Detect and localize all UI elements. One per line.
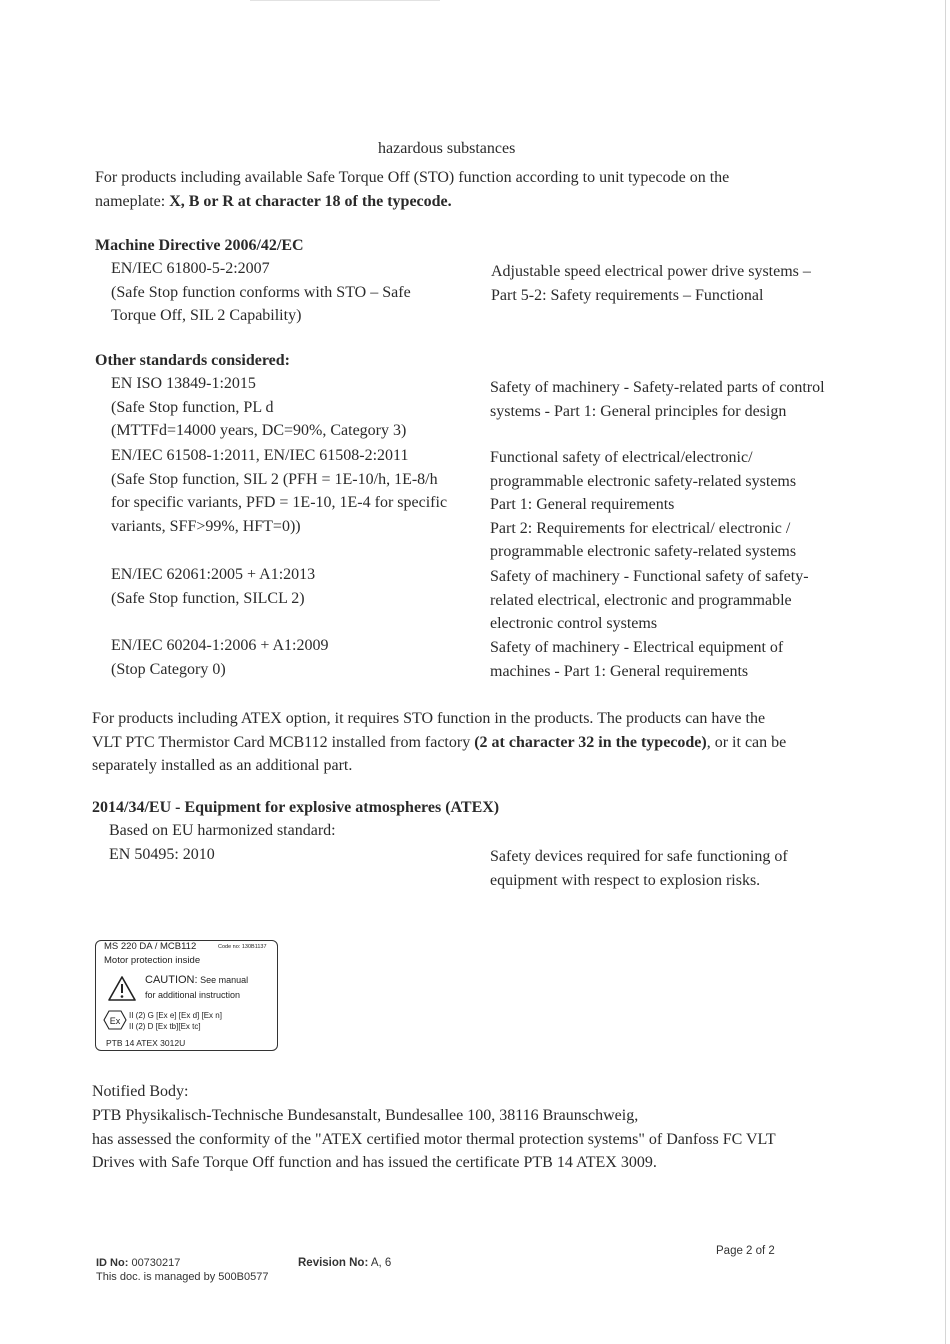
std-iec60204-left: EN/IEC 60204-1:2006 + A1:2009 (Stop Category 0) — [111, 637, 329, 678]
std-iec60204-right: Safety of machinery - Electrical equipment of machines - Part 1: General requirements — [490, 639, 784, 680]
hazard-line: hazardous substances — [378, 140, 516, 157]
std-iso13849-right: Safety of machinery - Safety-related parts of control systems - Part 1: General principles for design — [490, 379, 825, 420]
scan-top-line — [250, 0, 440, 1]
std-iec62061-right: Safety of machinery - Functional safety of safety- related electrical, electronic and programmable electronic control systems — [490, 568, 809, 632]
footer-id-block — [96, 1256, 268, 1284]
caution-triangle-icon — [107, 975, 137, 1002]
machine-directive-right: Adjustable speed electrical power drive systems – Part 5-2: Safety requirements – Functional — [491, 263, 811, 304]
atex-directive-heading: 2014/34/EU - Equipment for explosive atmospheres (ATEX) — [92, 799, 500, 816]
atex-directive-right: Safety devices required for safe functioning of equipment with respect to explosion risks. — [490, 848, 788, 889]
product-label — [95, 940, 278, 1051]
label-caution-line2: for additional instruction — [145, 990, 241, 1000]
other-standards-heading: Other standards considered: — [95, 352, 290, 369]
std-iec62061-left: EN/IEC 62061:2005 + A1:2013 (Safe Stop function, SILCL 2) — [111, 566, 316, 607]
footer-managed: This doc. is managed by 500B0577 — [96, 1271, 269, 1283]
label-ex-line1: II (2) G [Ex e] [Ex d] [Ex n] — [129, 1011, 222, 1020]
atex-intro-paragraph: For products including ATEX option, it requires STO function in the products. The products can have the VLT PTC Thermistor Card MCB112 installed from factory (2 at character 32 in the typecode), or it can be separately installed as an additional part. — [92, 710, 787, 774]
sto-line-2: nameplate: X, B or R at character 18 of the typecode. — [95, 192, 452, 210]
footer-id-label: ID No: — [96, 1257, 129, 1269]
std-iec61508-right: Functional safety of electrical/electronic/ programmable electronic safety-related systems Part 1: General requirements Part 2: Requirements for electrical/ electronic / programmable electronic safety-related systems — [490, 449, 797, 560]
label-caution: CAUTION: See manual — [145, 974, 249, 986]
std-iso13849-left: EN ISO 13849-1:2015 (Safe Stop function, PL d (MTTFd=14000 years, DC=90%, Category 3) — [111, 375, 407, 439]
atex-typecode-bold: (2 at character 32 in the typecode) — [474, 733, 707, 751]
footer-id-value: 00730217 — [128, 1257, 181, 1269]
scan-right-edge — [945, 0, 946, 1344]
label-code: Code no: 130B1137 — [218, 944, 267, 950]
ex-symbol-text: Ex — [109, 1016, 121, 1026]
atex-directive-left: Based on EU harmonized standard: EN 50495: 2010 — [109, 822, 336, 863]
ex-hexagon-icon — [103, 1010, 127, 1030]
label-model: MS 220 DA / MCB112 — [104, 941, 197, 952]
notified-body-heading: Notified Body: — [92, 1083, 189, 1100]
machine-directive-left: EN/IEC 61800-5-2:2007 (Safe Stop function conforms with STO – Safe Torque Off, SIL 2 Capability) — [111, 260, 411, 324]
footer-revision: Revision No: A, 6 — [298, 1257, 392, 1269]
label-motor-protection: Motor protection inside — [104, 955, 201, 966]
label-certificate: PTB 14 ATEX 3012U — [106, 1038, 186, 1048]
notified-body-text: PTB Physikalisch-Technische Bundesanstalt, Bundesallee 100, 38116 Braunschweig, has assessed the conformity of the "ATEX certified motor thermal protection systems" of Danfoss FC VLT Drives with Safe Torque Off function and has issued the certificate PTB 14 ATEX 3009. — [92, 1107, 776, 1171]
label-ex-line2: II (2) D [Ex tb][Ex tc] — [129, 1022, 201, 1031]
sto-paragraph — [95, 166, 729, 213]
footer-page-number: Page 2 of 2 — [716, 1245, 775, 1257]
std-iec61508-left: EN/IEC 61508-1:2011, EN/IEC 61508-2:2011 (Safe Stop function, SIL 2 (PFH = 1E-10/h, 1E-8/h for specific variants, PFD = 1E-10, 1E-4 for specific variants, SFF>99%, HFT=0)) — [111, 447, 448, 535]
sto-line-1: For products including available Safe Torque Off (STO) function according to unit typecode on the — [95, 169, 730, 186]
machine-directive-heading: Machine Directive 2006/42/EC — [95, 237, 304, 254]
sto-typecode-bold: X, B or R at character 18 of the typecode. — [169, 192, 452, 210]
